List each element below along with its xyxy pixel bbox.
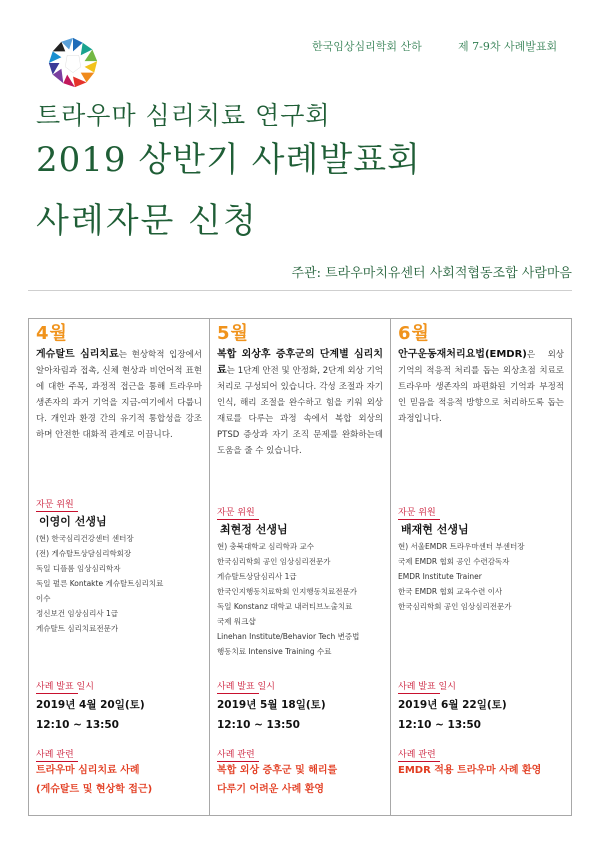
case-topic-line: (게슈탈트 및 현상학 접근) (36, 784, 153, 795)
presentation-date: 2019년 6월 22일(토) (398, 699, 507, 711)
credential-item: 한국심리학회 공인 임상심리전문가 (398, 602, 512, 611)
case-topic (36, 761, 202, 799)
presentation-date: 2019년 5월 18일(토) (217, 699, 326, 711)
society-logo-icon (44, 34, 102, 92)
credential-item: 국제 EMDR 협회 공인 수련감독자 (398, 557, 510, 566)
therapy-name: 안구운동재처리요법(EMDR) (398, 349, 527, 360)
therapy-description-body: 는 1단계 안전 및 안정화, 2단계 외상 기억 처리로 구성되어 있습니다. 각성 조절과 자기 인식, 해리 조절을 완수하고 힘을 키워 외상 재료를 다루는 과정 속에서 복합 외상의 PTSD 증상과 자기 조직 문제를 완화하는데 도움을 줄 수 있습니다. (217, 366, 383, 456)
advisor-label: 자문 위원 (217, 505, 383, 520)
credential-item: (현) 한국심리건강센터 센터장 (36, 534, 134, 543)
advisor-credentials (217, 539, 386, 659)
research-group-title: 트라우마 심리치료 연구회 (36, 101, 331, 130)
society-affiliation: 한국임상심리학회 산하 (312, 40, 422, 53)
credential-item: 국제 워크샵 (217, 617, 256, 626)
therapy-description-body: 는 현상학적 입장에서 알아차림과 접촉, 신체 현상과 비언어적 표현에 대한 주목, 과정적 접근을 통해 트라우마 생존자의 과거 기억을 지금-여기에서 다룹니다. 개인과 환경 간의 유기적 통합성을 강조하며 안전한 대화적 관계로 이끕니다. (36, 350, 203, 440)
month-label: 4월 (36, 323, 68, 344)
case-topic-line: 트라우마 심리치료 사례 (36, 765, 140, 776)
therapy-description-body: 은 외상 기억의 적응적 처리를 돕는 외상초점 치료로 트라우마 생존자의 파편화된 기억과 부정적인 믿음을 적응적 방향으로 처리하도록 돕는 과정입니다. (398, 350, 564, 424)
credential-item: 한국인지행동치료학회 인지행동치료전문가 (217, 587, 358, 596)
case-topic (217, 761, 383, 799)
credential-item: 게슈탈트 심리치료전문가 (36, 624, 119, 633)
advisor-name: 최현정 선생님 (220, 523, 288, 536)
presentation-time: 12:10 ~ 13:50 (398, 719, 481, 731)
credential-item: 정신보건 임상심리사 1급 (36, 609, 118, 618)
topic-label: 사례 관련 (398, 747, 564, 762)
date-label: 사례 발표 일시 (217, 679, 383, 694)
credential-item: 행동치료 Intensive Training 수료 (217, 647, 332, 656)
case-topic-line: 다루기 어려운 사례 환영 (217, 784, 325, 795)
credential-item: EMDR Institute Trainer (398, 572, 482, 581)
session-number: 제 7-9차 사례발표회 (458, 40, 558, 53)
credential-item: Linehan Institute/Behavior Tech 변증법 (217, 632, 360, 641)
advisor-label: 자문 위원 (398, 505, 564, 520)
page-title: 사례자문 신청 (36, 201, 258, 241)
credential-item: 게슈탈트상담심리사 1급 (217, 572, 297, 581)
therapy-name: 복합 외상후 증후군의 단계별 심리치료 (217, 349, 383, 376)
case-topic-line: EMDR 적용 트라우마 사례 환영 (398, 765, 542, 776)
presentation-time: 12:10 ~ 13:50 (36, 719, 119, 731)
month-column-april (29, 319, 210, 815)
advisor-name: 배재현 선생님 (401, 523, 469, 536)
advisor-credentials (398, 539, 567, 614)
date-label: 사례 발표 일시 (36, 679, 202, 694)
case-topic-line: 복합 외상 증후군 및 해리를 (217, 765, 338, 776)
credential-item: 독일 디플롬 임상심리학자 (36, 564, 121, 573)
topic-label: 사례 관련 (217, 747, 383, 762)
advisor-name: 이영이 선생님 (39, 515, 107, 528)
credential-item: 한국심리학회 공인 임상심리전문가 (217, 557, 331, 566)
topic-label: 사례 관련 (36, 747, 202, 762)
event-title: 2019 상반기 사례발표회 (36, 140, 421, 180)
therapy-description (217, 347, 383, 459)
therapy-description (36, 347, 202, 443)
advisor-label: 자문 위원 (36, 497, 202, 512)
case-topic (398, 761, 564, 780)
credential-item: 한국 EMDR 협회 교육수련 이사 (398, 587, 503, 596)
credential-item: (전) 게슈탈트상담심리학회장 (36, 549, 132, 558)
month-column-may (210, 319, 391, 815)
credential-item: 이수 (36, 594, 51, 603)
month-label: 6월 (398, 323, 430, 344)
therapy-name: 게슈탈트 심리치료 (36, 349, 119, 360)
divider (28, 290, 572, 291)
presentation-date: 2019년 4월 20일(토) (36, 699, 145, 711)
schedule-table (28, 318, 572, 816)
credential-item: 독일 펄른 Kontakte 게슈탈트심리치료 (36, 579, 164, 588)
presentation-time: 12:10 ~ 13:50 (217, 719, 300, 731)
credential-item: 현) 서울EMDR 트라우마센터 부센터장 (398, 542, 525, 551)
month-column-june (391, 319, 571, 815)
date-label: 사례 발표 일시 (398, 679, 564, 694)
organizer-line: 주관: 트라우마치유센터 사회적협동조합 사람마음 (291, 266, 572, 281)
advisor-credentials (36, 531, 205, 636)
credential-item: 현) 충북대학교 심리학과 교수 (217, 542, 315, 551)
therapy-description (398, 347, 564, 427)
credential-item: 독일 Konstanz 대학교 내러티브노출치료 (217, 602, 353, 611)
month-label: 5월 (217, 323, 249, 344)
